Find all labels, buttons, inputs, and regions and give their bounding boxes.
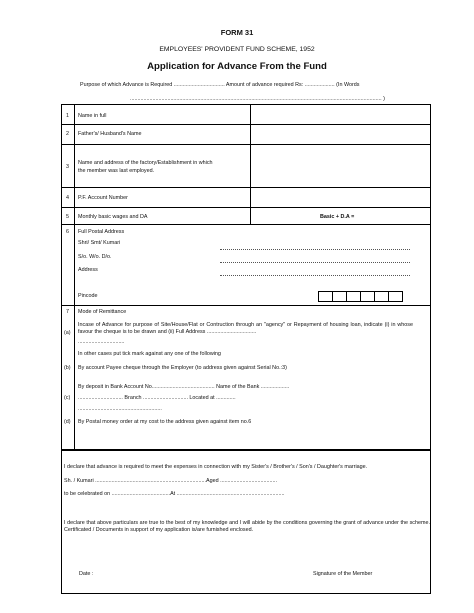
pincode-digit-box[interactable] bbox=[388, 291, 403, 302]
pincode-digit-box[interactable] bbox=[346, 291, 361, 302]
purpose-words-line[interactable]: ........................................................................................................................................................................ ) bbox=[130, 96, 385, 102]
pincode-digit-box[interactable] bbox=[374, 291, 389, 302]
pf-account-label: P.F. Account Number bbox=[78, 195, 128, 201]
row-number: 7 bbox=[66, 309, 69, 315]
name-in-full-field[interactable] bbox=[252, 106, 428, 122]
celebrated-on-line[interactable]: to be celebrated on .......................................At ........................................................................ bbox=[64, 491, 285, 497]
establishment-label: Name and address of the factory/Establishment in which bbox=[78, 160, 213, 166]
option-c-dots[interactable]: ........................................................ bbox=[78, 406, 162, 412]
establishment-label-cont: the member was last employed. bbox=[78, 168, 155, 174]
member-signature-label[interactable]: Signature of the Member bbox=[313, 571, 373, 577]
mode-of-remittance-label: Mode of Remittance bbox=[78, 309, 127, 315]
marriage-declaration: I declare that advance is required to meet the expenses in connection with my Sister's / Brother's / Son's / Daughter's marriage. bbox=[64, 464, 368, 470]
row-divider bbox=[61, 124, 431, 125]
pincode-digit-box[interactable] bbox=[360, 291, 375, 302]
monthly-wages-label: Monthly basic wages and DA bbox=[78, 214, 148, 220]
address-field[interactable] bbox=[220, 275, 410, 276]
value-column-divider bbox=[250, 104, 251, 224]
option-a-dots[interactable]: ............................... bbox=[78, 339, 125, 345]
sh-kumari-aged-line[interactable]: Sh. / Kumari ..........................................................................Aged ...................................... bbox=[64, 478, 277, 484]
postal-address-label: Full Postal Address bbox=[78, 229, 125, 235]
shri-smt-kumari-label: Shri/ Smt/ Kumari bbox=[78, 240, 121, 246]
option-b-text: By account Payee cheque through the Employer (to address given against Serial No.:3) bbox=[78, 365, 287, 371]
purpose-line[interactable]: Purpose of which Advance is Required .................................. Amount of advance required Rs: .................... (In Words bbox=[80, 82, 360, 88]
option-d-tag[interactable]: (d) bbox=[64, 419, 71, 425]
row-number: 2 bbox=[66, 131, 69, 137]
pincode-label: Pincode bbox=[78, 293, 98, 299]
option-b-tag[interactable]: (b) bbox=[64, 365, 71, 371]
name-in-full-label: Name in full bbox=[78, 113, 107, 119]
row-divider bbox=[61, 144, 431, 145]
row-number: 5 bbox=[66, 214, 69, 220]
number-column-divider bbox=[74, 104, 75, 450]
pf-account-field[interactable] bbox=[252, 189, 428, 205]
address-label: Address bbox=[78, 267, 98, 273]
shri-smt-kumari-field[interactable] bbox=[220, 249, 410, 250]
establishment-field[interactable] bbox=[252, 146, 428, 185]
scheme-name: EMPLOYEES' PROVIDENT FUND SCHEME, 1952 bbox=[159, 46, 315, 53]
option-c-line1[interactable]: By deposit in Bank Account No.......................................... Name of the Bank ................... bbox=[78, 384, 290, 390]
relation-field[interactable] bbox=[220, 262, 410, 263]
particulars-declaration: I declare that above particulars are true to the best of my knowledge and I will abide by the conditions governing the grant of advance under the scheme. Certificated / Documents in support of my application is/are furnished enclosed. bbox=[64, 520, 430, 534]
other-cases-text: In other cases put tick mark against any one of the following bbox=[78, 351, 221, 357]
row-divider bbox=[61, 224, 431, 225]
option-a-text: Incase of Advance for purpose of Site/House/Flat or Contruction through an "agency" or Repayment of housing loan, indicate (i) in whose favour the cheque is to be drawn and (ii) Full Address ................................. bbox=[78, 322, 413, 336]
row-divider bbox=[61, 187, 431, 188]
row-number: 4 bbox=[66, 195, 69, 201]
page-title: Application for Advance From the Fund bbox=[147, 61, 327, 72]
option-d-text: By Postal money order at my cost to the address given against item no.6 bbox=[78, 419, 252, 425]
pincode-digit-box[interactable] bbox=[332, 291, 347, 302]
relation-label: S/o. W/o. D/o. bbox=[78, 254, 112, 260]
option-a-tag[interactable]: (a) bbox=[64, 330, 71, 336]
pincode-digit-box[interactable] bbox=[318, 291, 333, 302]
row-number: 1 bbox=[66, 113, 69, 119]
row-divider bbox=[61, 305, 431, 306]
basic-da-field[interactable]: Basic + D.A = bbox=[320, 214, 355, 220]
form-number: FORM 31 bbox=[220, 28, 254, 37]
row-number: 3 bbox=[66, 164, 69, 170]
option-c-line2[interactable]: .............................. Branch .............................. Located at ............. bbox=[78, 395, 236, 401]
date-label[interactable]: Date : bbox=[79, 571, 94, 577]
fathers-husbands-name-field[interactable] bbox=[252, 126, 428, 142]
row-divider bbox=[61, 207, 431, 208]
row-number: 6 bbox=[66, 229, 69, 235]
option-c-tag[interactable]: (c) bbox=[64, 395, 71, 401]
fathers-husbands-name-label: Father's/ Husband's Name bbox=[78, 131, 142, 137]
